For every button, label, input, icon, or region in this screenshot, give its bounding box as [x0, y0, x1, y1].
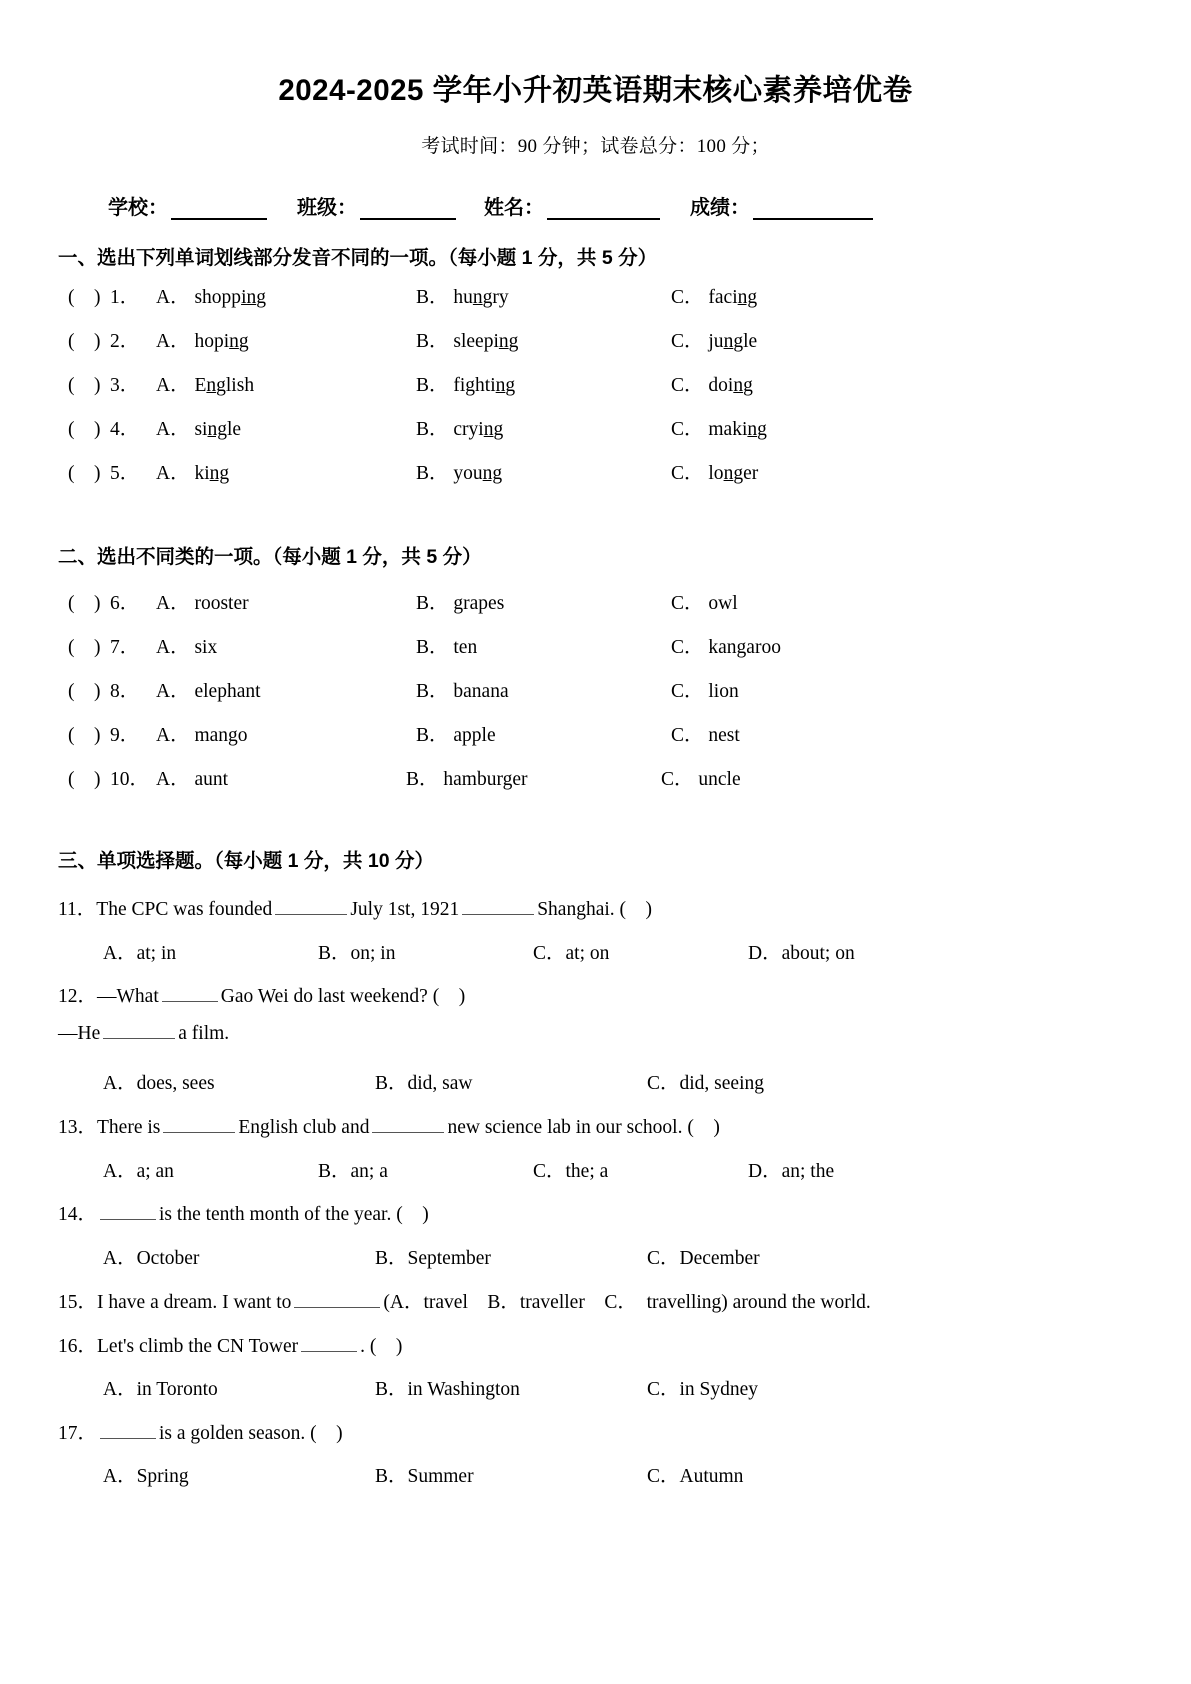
question-number-4: 4． — [110, 419, 140, 440]
option-a-label-3: A． — [156, 375, 190, 396]
section-3-heading: 三、单项选择题。（每小题 1 分，共 10 分） — [58, 850, 434, 872]
question-number-14: 14． — [58, 1204, 98, 1225]
option-a-text-8: elephant — [194, 681, 261, 702]
school-field — [108, 191, 267, 220]
option-a-label-1: A． — [156, 287, 190, 308]
option-a-label-2: A． — [156, 331, 190, 352]
question-13-blank-2[interactable] — [372, 1118, 444, 1133]
answer-bracket-2[interactable]: ( ) — [68, 331, 101, 352]
class-input-blank[interactable] — [360, 202, 456, 220]
answer-bracket-10[interactable]: ( ) — [68, 769, 101, 790]
question-11-blank-2[interactable] — [462, 900, 534, 915]
question-17-text-2: is a golden season. ( ) — [159, 1423, 343, 1444]
section-2-heading: 二、选出不同类的一项。（每小题 1 分，共 5 分） — [58, 546, 482, 568]
question-14-options — [58, 1242, 760, 1270]
name-input-blank[interactable] — [547, 202, 660, 220]
question-13-text-1: There is — [97, 1117, 161, 1138]
score-label: 成绩： — [690, 197, 750, 220]
option-c-4[interactable]: C． making — [671, 419, 767, 440]
school-label: 学校： — [108, 197, 168, 220]
option-b-text-9: apple — [453, 725, 496, 746]
option-c-2[interactable]: C． jungle — [671, 331, 758, 352]
question-12-text-2: Gao Wei do last weekend? ( ) — [220, 986, 466, 1007]
option-c-text-6: owl — [708, 593, 738, 614]
option-a-13[interactable]: A．a; an — [103, 1161, 174, 1182]
question-12-text-4: a film. — [178, 1023, 230, 1044]
option-b-label-9: B． — [416, 725, 449, 746]
question-row-7 — [58, 631, 781, 659]
option-b-8[interactable] — [416, 675, 671, 703]
exam-meta-subtitle: 考试时间：90 分钟；试卷总分：100 分； — [421, 136, 770, 158]
option-a-text-10: aunt — [194, 769, 229, 790]
option-c-text-10: uncle — [698, 769, 741, 790]
option-a-12[interactable]: A．does, sees — [103, 1073, 215, 1094]
option-b-2[interactable]: B． sleeping — [416, 331, 519, 352]
option-b-10[interactable] — [406, 763, 661, 791]
option-a-label-5: A． — [156, 463, 190, 484]
question-number-15: 15． — [58, 1292, 98, 1313]
option-a-10[interactable] — [156, 763, 406, 791]
option-a-text-6: rooster — [194, 593, 249, 614]
option-a-16[interactable]: A．in Toronto — [103, 1379, 218, 1400]
question-row-9 — [58, 719, 740, 747]
question-16-blank-1[interactable] — [301, 1337, 357, 1352]
option-c-7[interactable] — [671, 631, 781, 659]
question-number-1: 1． — [110, 287, 140, 308]
question-15-text-2: (A．travel B．traveller C． travelling) around the world. — [383, 1292, 871, 1313]
option-b-7[interactable] — [416, 631, 671, 659]
question-row-3 — [58, 369, 753, 397]
question-16-text-2: . ( ) — [360, 1336, 403, 1357]
question-16-text-1: Let's climb the CN Tower — [97, 1336, 299, 1357]
option-a-2[interactable]: A． hoping — [156, 331, 249, 352]
question-14-text-2: is the tenth month of the year. ( ) — [159, 1204, 429, 1225]
question-number-5: 5． — [110, 463, 140, 484]
question-row-6 — [58, 587, 738, 615]
option-b-9[interactable] — [416, 719, 671, 747]
option-b-label-8: B． — [416, 681, 449, 702]
question-12-blank-1[interactable] — [162, 987, 218, 1002]
option-c-label-6: C． — [671, 593, 704, 614]
question-number-12: 12． — [58, 986, 98, 1007]
section-1-heading: 一、选出下列单词划线部分发音不同的一项。（每小题 1 分，共 5 分） — [58, 247, 658, 269]
question-12-text-1: —What — [97, 986, 159, 1007]
option-a-4[interactable]: A． single — [156, 419, 242, 440]
name-field — [484, 191, 660, 220]
option-b-6[interactable] — [416, 587, 671, 615]
option-c-13[interactable]: C．the; a — [533, 1161, 609, 1182]
option-c-label-3: C． — [671, 375, 704, 396]
option-c-8[interactable] — [671, 675, 739, 703]
question-11-text-1: The CPC was founded — [96, 899, 273, 920]
question-13-blank-1[interactable] — [163, 1118, 235, 1133]
option-a-17[interactable]: A．Spring — [103, 1466, 189, 1487]
question-13-options — [58, 1155, 834, 1183]
score-field — [690, 191, 873, 220]
option-a-6[interactable] — [156, 587, 416, 615]
option-c-6[interactable] — [671, 587, 738, 615]
question-11-text-3: Shanghai. ( ) — [537, 899, 653, 920]
option-c-9[interactable] — [671, 719, 740, 747]
option-b-12[interactable]: B．did, saw — [375, 1073, 473, 1094]
question-13-text-3: new science lab in our school. ( ) — [447, 1117, 720, 1138]
option-c-text-7: kangaroo — [708, 637, 781, 658]
question-13-text-2: English club and — [238, 1117, 370, 1138]
question-11 — [58, 893, 652, 921]
option-c-10[interactable] — [661, 763, 741, 791]
question-number-3: 3． — [110, 375, 140, 396]
option-b-3[interactable]: B． fighting — [416, 375, 516, 396]
option-b-13[interactable]: B．an; a — [318, 1161, 388, 1182]
question-number-10: 10． — [110, 769, 150, 790]
class-field — [297, 191, 456, 220]
option-c-text-8: lion — [708, 681, 739, 702]
option-c-label-4: C． — [671, 419, 704, 440]
question-row-8 — [58, 675, 739, 703]
question-row-5 — [58, 457, 758, 485]
option-b-text-7: ten — [453, 637, 478, 658]
answer-bracket-6[interactable]: ( ) — [68, 593, 101, 614]
option-c-label-10: C． — [661, 769, 694, 790]
question-number-2: 2． — [110, 331, 140, 352]
question-15-text-1: I have a dream. I want to — [97, 1292, 292, 1313]
question-number-6: 6． — [110, 593, 140, 614]
answer-bracket-4[interactable]: ( ) — [68, 419, 101, 440]
option-c-label-5: C． — [671, 463, 704, 484]
question-12 — [58, 980, 465, 1008]
question-14 — [58, 1198, 429, 1226]
option-b-label-3: B． — [416, 375, 449, 396]
question-11-text-2: July 1st, 1921 — [350, 899, 460, 920]
school-input-blank[interactable] — [171, 202, 267, 220]
option-c-3[interactable]: C． doing — [671, 375, 753, 396]
question-number-16: 16． — [58, 1336, 98, 1357]
question-row-2 — [58, 325, 757, 353]
option-b-11[interactable]: B．on; in — [318, 943, 396, 964]
option-c-14[interactable]: C．December — [647, 1248, 760, 1269]
question-number-11: 11． — [58, 899, 97, 920]
option-d-13[interactable]: D．an; the — [748, 1161, 835, 1182]
answer-bracket-5[interactable]: ( ) — [68, 463, 101, 484]
option-b-label-1: B． — [416, 287, 449, 308]
question-12-blank-2[interactable] — [103, 1024, 175, 1039]
option-b-text-8: banana — [453, 681, 509, 702]
option-b-label-7: B． — [416, 637, 449, 658]
option-c-text-9: nest — [708, 725, 740, 746]
option-c-12[interactable]: C．did, seeing — [647, 1073, 764, 1094]
option-c-1[interactable]: C． facing — [671, 287, 758, 308]
answer-bracket-7[interactable]: ( ) — [68, 637, 101, 658]
option-c-label-2: C． — [671, 331, 704, 352]
option-a-8[interactable] — [156, 675, 416, 703]
option-a-text-9: mango — [194, 725, 248, 746]
option-c-17[interactable]: C．Autumn — [647, 1466, 744, 1487]
question-row-10 — [58, 763, 741, 791]
option-d-11[interactable]: D．about; on — [748, 943, 855, 964]
option-a-11[interactable]: A．at; in — [103, 943, 177, 964]
question-row-4 — [58, 413, 767, 441]
answer-bracket-8[interactable]: ( ) — [68, 681, 101, 702]
question-11-blank-1[interactable] — [275, 900, 347, 915]
question-15 — [58, 1286, 871, 1314]
option-a-7[interactable] — [156, 631, 416, 659]
question-number-9: 9． — [110, 725, 140, 746]
option-c-16[interactable]: C．in Sydney — [647, 1379, 759, 1400]
answer-bracket-9[interactable]: ( ) — [68, 725, 101, 746]
question-number-8: 8． — [110, 681, 140, 702]
option-a-label-10: A． — [156, 769, 190, 790]
option-c-label-7: C． — [671, 637, 704, 658]
question-number-17: 17． — [58, 1423, 98, 1444]
option-a-text-7: six — [194, 637, 218, 658]
student-info-row — [66, 158, 1125, 220]
question-12-text-3: —He — [58, 1023, 101, 1044]
option-b-1[interactable]: B． hungry — [416, 287, 509, 308]
option-b-16[interactable]: B．in Washington — [375, 1379, 520, 1400]
question-row-1 — [58, 281, 757, 309]
option-b-4[interactable]: B． crying — [416, 419, 504, 440]
name-label: 姓名： — [484, 197, 544, 220]
question-17-options — [58, 1460, 743, 1488]
page-title: 2024-2025 学年小升初英语期末核心素养培优卷 — [278, 74, 913, 107]
option-c-label-9: C． — [671, 725, 704, 746]
question-12-options — [58, 1067, 764, 1095]
question-12-line2 — [58, 1023, 229, 1045]
option-b-label-5: B． — [416, 463, 449, 484]
option-a-label-7: A． — [156, 637, 190, 658]
option-b-label-2: B． — [416, 331, 449, 352]
option-b-text-10: hamburger — [443, 769, 528, 790]
option-c-label-1: C． — [671, 287, 704, 308]
option-b-text-6: grapes — [453, 593, 505, 614]
option-a-3[interactable]: A． English — [156, 375, 255, 396]
option-a-label-6: A． — [156, 593, 190, 614]
option-c-11[interactable]: C．at; on — [533, 943, 610, 964]
option-a-9[interactable] — [156, 719, 416, 747]
option-a-label-9: A． — [156, 725, 190, 746]
option-b-label-10: B． — [406, 769, 439, 790]
option-c-label-8: C． — [671, 681, 704, 702]
answer-bracket-1[interactable]: ( ) — [68, 287, 101, 308]
class-label: 班级： — [297, 197, 357, 220]
option-a-label-8: A． — [156, 681, 190, 702]
option-b-label-6: B． — [416, 593, 449, 614]
question-11-options — [58, 937, 855, 965]
question-15-blank-1[interactable] — [294, 1293, 380, 1308]
question-16-options — [58, 1373, 758, 1401]
option-a-14[interactable]: A．October — [103, 1248, 200, 1269]
option-c-5[interactable]: C． longer — [671, 463, 759, 484]
question-number-13: 13． — [58, 1117, 98, 1138]
score-input-blank[interactable] — [753, 202, 873, 220]
question-17-blank-1[interactable] — [100, 1424, 156, 1439]
option-b-14[interactable]: B．September — [375, 1248, 491, 1269]
question-14-blank-1[interactable] — [100, 1205, 156, 1220]
option-b-5[interactable]: B． young — [416, 463, 503, 484]
option-b-label-4: B． — [416, 419, 449, 440]
option-a-1[interactable]: A． shopping — [156, 287, 266, 308]
answer-bracket-3[interactable]: ( ) — [68, 375, 101, 396]
option-b-17[interactable]: B．Summer — [375, 1466, 474, 1487]
option-a-label-4: A． — [156, 419, 190, 440]
question-13 — [58, 1111, 720, 1139]
question-number-7: 7． — [110, 637, 140, 658]
option-a-5[interactable]: A． king — [156, 463, 230, 484]
question-16 — [58, 1330, 402, 1358]
question-17 — [58, 1417, 343, 1445]
